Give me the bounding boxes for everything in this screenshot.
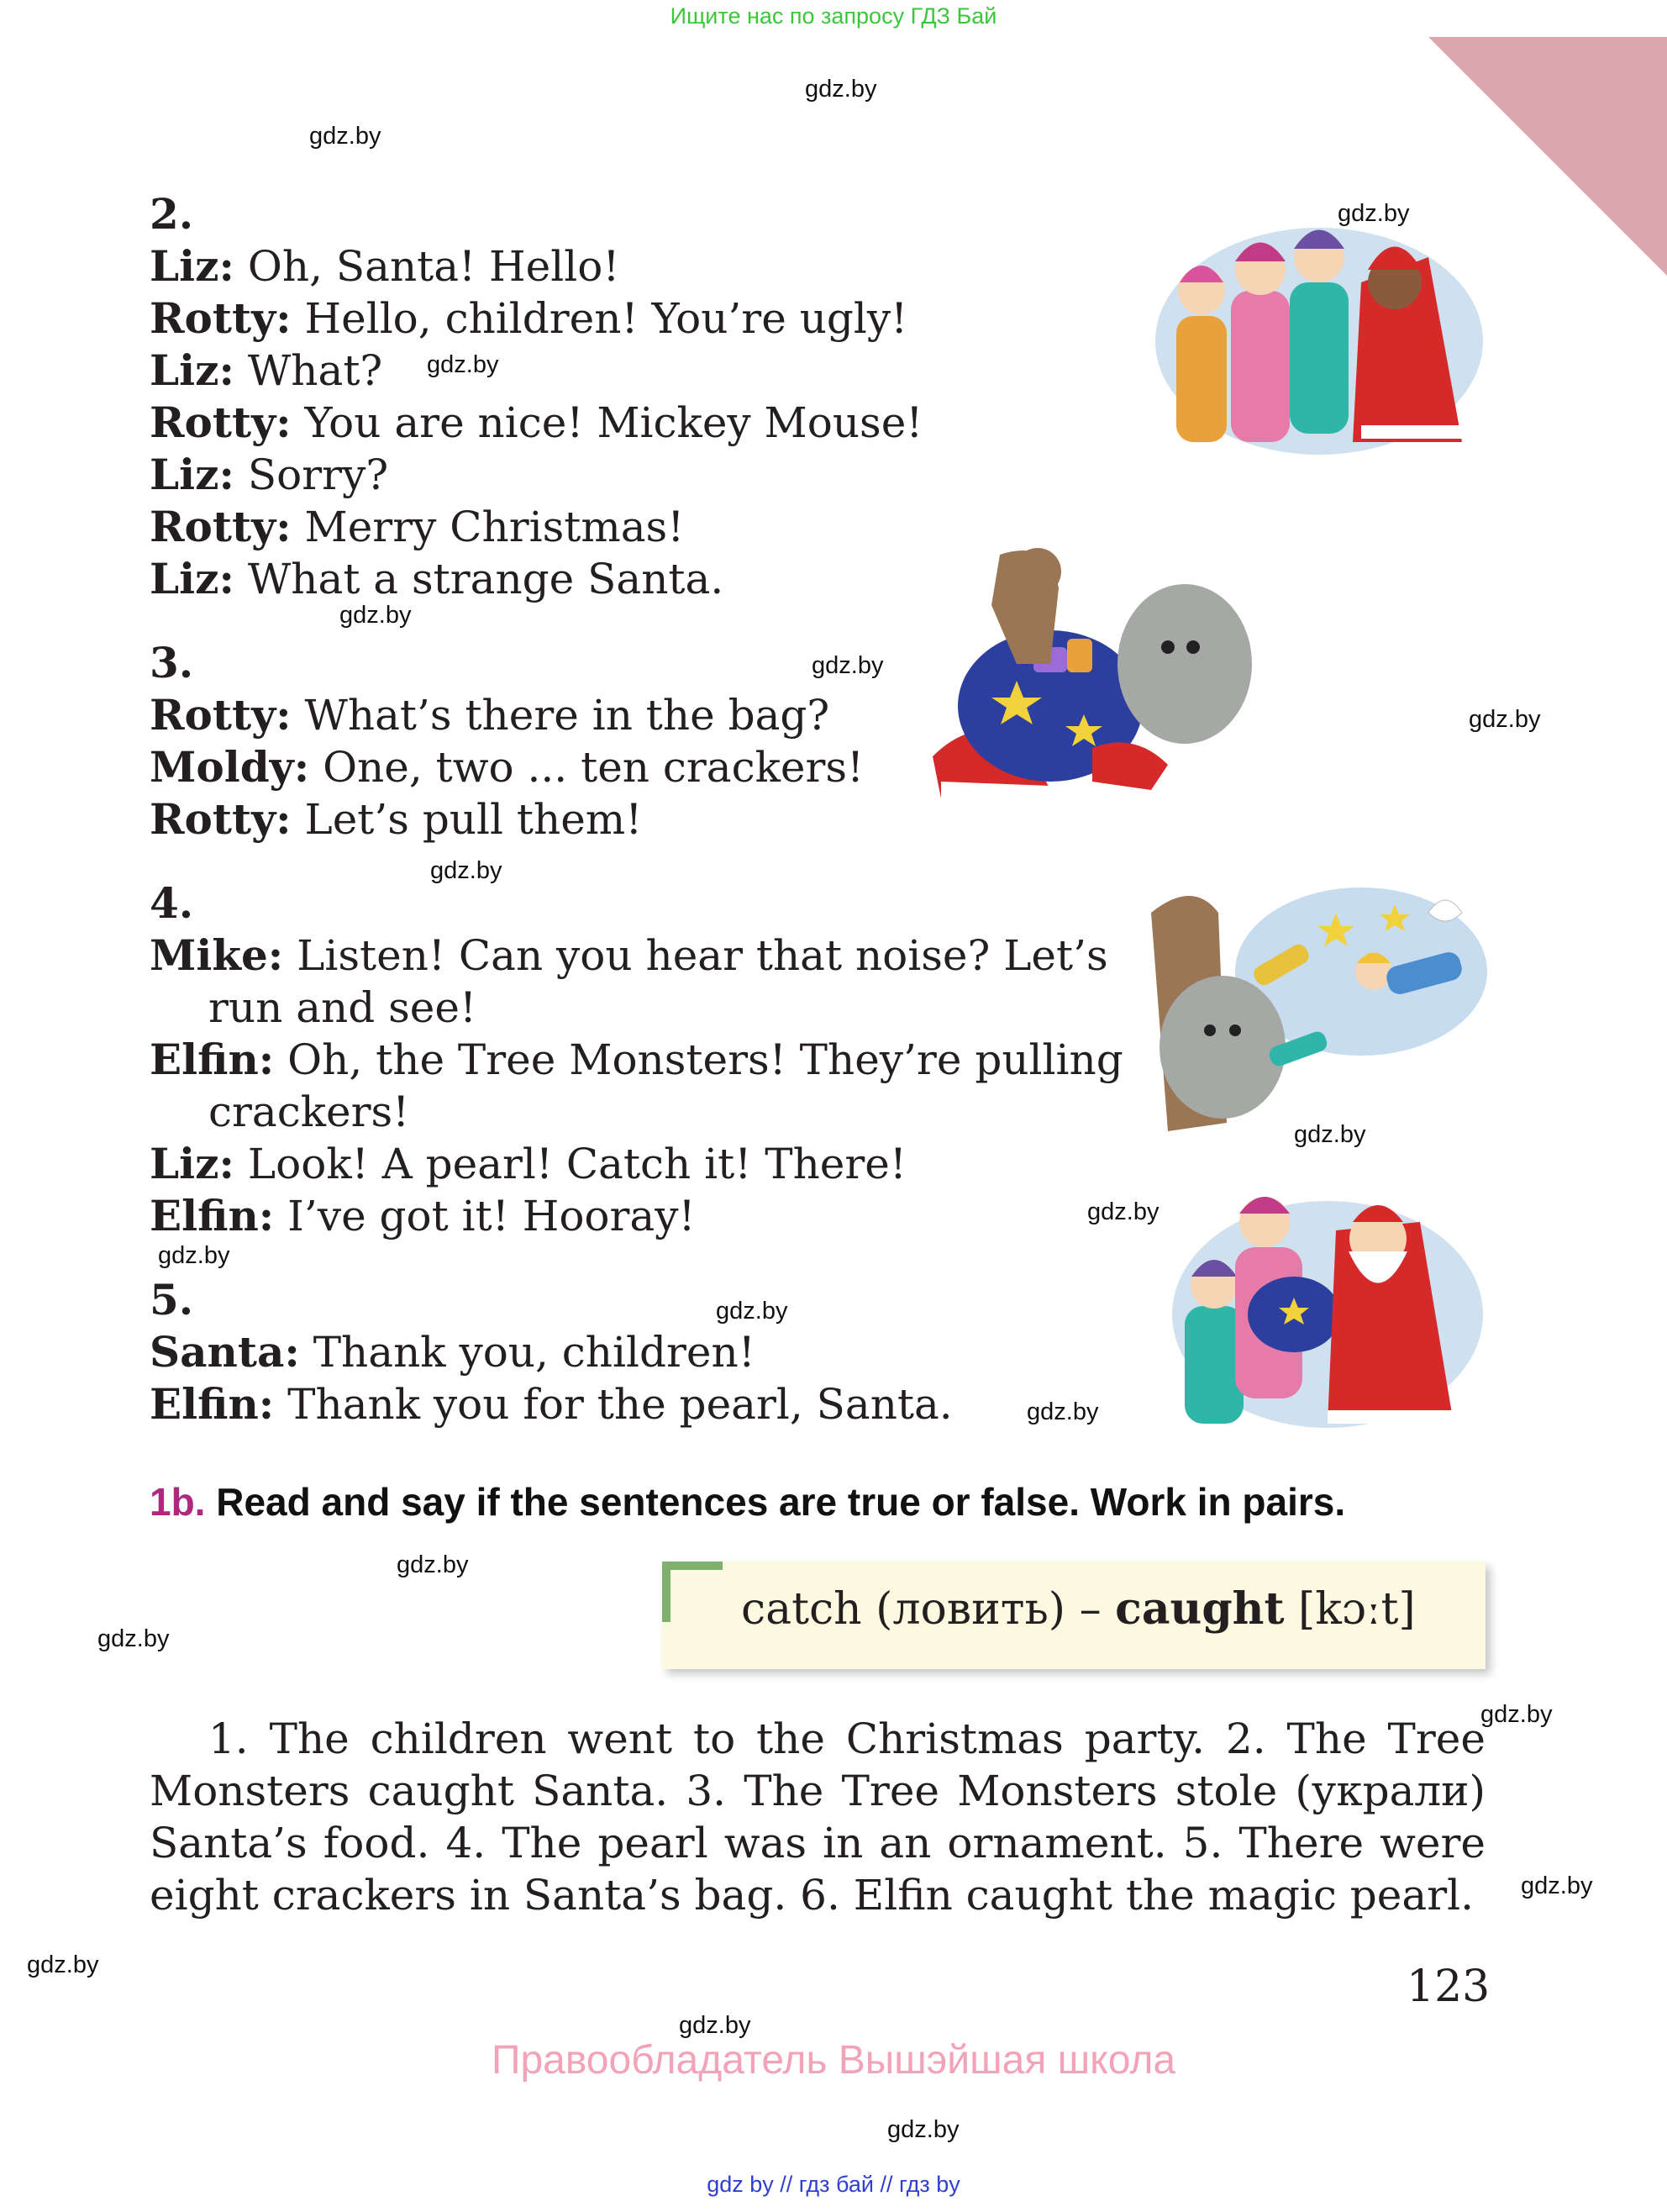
dialogue-line [150, 345, 1107, 397]
part-number: 3. [150, 638, 194, 687]
watermark: gdz.by [27, 1951, 99, 1978]
watermark: gdz.by [679, 2012, 751, 2039]
dialogue-line [150, 1138, 1107, 1190]
speaker-name: Rotty: [150, 690, 292, 740]
line-text: One, two ... ten crackers! [309, 743, 865, 792]
watermark: gdz.by [339, 602, 412, 629]
speaker-name: Rotty: [150, 502, 292, 551]
line-text: Look! A pearl! Catch it! There! [234, 1140, 907, 1188]
speaker-name: Moldy: [150, 742, 310, 792]
speaker-name: Liz: [150, 554, 235, 603]
speaker-name: Elfin: [150, 1191, 275, 1240]
speaker-name: Liz: [150, 241, 235, 291]
speaker-name: Rotty: [150, 293, 292, 343]
watermark: gdz.by [1338, 200, 1410, 227]
speaker-name: Liz: [150, 345, 235, 395]
copyright-notice: Правообладатель Вышэйшая школа [491, 2038, 1176, 2083]
part-number: 2. [150, 189, 194, 239]
watermark: gdz.by [1294, 1121, 1366, 1148]
speaker-name: Elfin: [150, 1035, 275, 1084]
watermark: gdz.by [887, 2116, 960, 2143]
speaker-name: Liz: [150, 1139, 235, 1188]
speaker-name: Liz: [150, 450, 235, 499]
dialogue-line [150, 292, 1107, 345]
watermark: gdz.by [427, 351, 499, 378]
speaker-name: Santa: [150, 1327, 300, 1377]
vocab-word: catch (ловить) – [741, 1584, 1116, 1635]
sentence-line: eight crackers in Santa’s bag. 6. Elfin caught the magic pearl. [150, 1871, 1474, 1920]
pulling-crackers-illustration [1143, 879, 1487, 1148]
line-text: Thank you, children! [299, 1328, 755, 1377]
vocab-past-form: caught [1115, 1583, 1285, 1635]
dialogue-line [150, 930, 1107, 982]
watermark: gdz.by [1480, 1701, 1553, 1728]
dialogue-line [150, 1378, 1107, 1430]
task-heading [150, 1479, 1345, 1525]
footer-links[interactable]: gdz by // гдз бай // гдз by [707, 2172, 960, 2197]
watermark: gdz.by [397, 1551, 469, 1578]
task-text: Read and say if the sentences are true or false. Work in pairs. [205, 1480, 1346, 1524]
dialogue-line-continued: crackers! [208, 1088, 410, 1136]
dialogue-line [150, 240, 1107, 292]
watermark: gdz.by [430, 857, 502, 884]
line-text: Merry Christmas! [291, 503, 685, 551]
watermark: gdz.by [805, 76, 877, 103]
speaker-name: Mike: [150, 930, 284, 980]
watermark: gdz.by [1087, 1198, 1160, 1225]
line-text: What’s there in the bag? [291, 691, 830, 740]
line-text: Oh, Santa! Hello! [234, 242, 620, 291]
speaker-name: Rotty: [150, 398, 292, 447]
part-number: 5. [150, 1275, 194, 1325]
sentence-line: Santa’s food. 4. The pearl was in an ornament. 5. There were [150, 1819, 1486, 1867]
monsters-with-bag-illustration [924, 538, 1260, 807]
line-text: Hello, children! You’re ugly! [291, 294, 908, 343]
line-text: I’ve got it! Hooray! [274, 1192, 696, 1240]
task-number: 1b. [150, 1480, 206, 1524]
part-number: 4. [150, 878, 194, 928]
watermark: gdz.by [97, 1625, 170, 1652]
line-text: Oh, the Tree Monsters! They’re pulling [274, 1035, 1123, 1084]
children-and-santa-illustration [1151, 190, 1487, 459]
vocabulary-box-corner [662, 1562, 723, 1570]
children-hug-santa-illustration [1168, 1180, 1487, 1432]
watermark: gdz.by [1469, 706, 1541, 733]
line-text: Let’s pull them! [291, 795, 643, 844]
page-number: 123 [1407, 1962, 1491, 2012]
vocabulary-box-corner [662, 1562, 670, 1622]
dialogue-line [150, 1034, 1123, 1086]
watermark: gdz.by [1521, 1872, 1593, 1899]
speaker-name: Rotty: [150, 794, 292, 844]
line-text: Thank you for the pearl, Santa. [274, 1380, 953, 1429]
dialogue-line [150, 1190, 1107, 1242]
speaker-name: Elfin: [150, 1379, 275, 1429]
watermark: gdz.by [158, 1242, 230, 1269]
sentence-line: 1. The children went to the Christmas party. 2. The Tree [208, 1714, 1486, 1763]
watermark: gdz.by [812, 652, 884, 679]
top-banner[interactable]: Ищите нас по запросу ГДЗ Бай [670, 3, 997, 29]
watermark: gdz.by [309, 123, 381, 150]
line-text: Sorry? [234, 450, 389, 499]
vocab-transcription: [kɔːt] [1284, 1584, 1416, 1635]
line-text: What a strange Santa. [234, 555, 724, 603]
watermark: gdz.by [716, 1298, 788, 1325]
watermark: gdz.by [1027, 1398, 1099, 1425]
sentence-line: Monsters caught Santa. 3. The Tree Monsters stole (украли) [150, 1767, 1486, 1815]
dialogue-line-continued: run and see! [208, 983, 477, 1032]
line-text: What? [234, 346, 383, 395]
vocabulary-entry [741, 1583, 1416, 1635]
dialogue-line [150, 397, 1107, 449]
dialogue-line [150, 1326, 1107, 1378]
line-text: Listen! Can you hear that noise? Let’s [283, 931, 1108, 980]
line-text: You are nice! Mickey Mouse! [291, 398, 923, 447]
dialogue-line [150, 449, 1107, 501]
